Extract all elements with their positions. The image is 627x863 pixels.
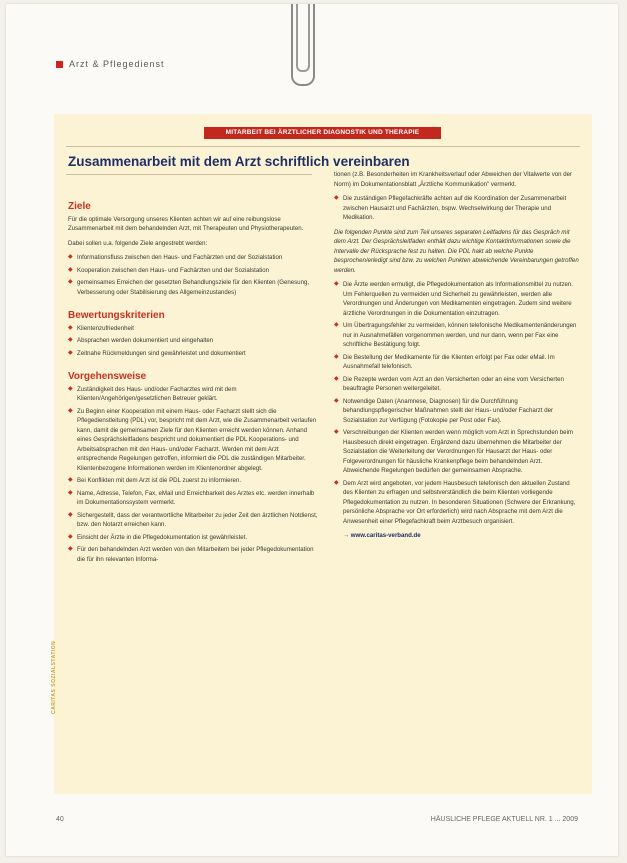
list-item: ◆ Informationsfluss zwischen den Haus- und Fachärzten und der Sozialstation — [68, 253, 320, 263]
right-list-a — [334, 194, 580, 223]
continued-text: tionen (z.B. Besonderheiten im Krankheitsverlauf oder Abweichen der Vitalwerte von der Norm) im Dokumentationsblatt „Ärztliche Kommunikation" vermerkt. — [334, 171, 573, 188]
article-title: Zusammenarbeit mit dem Arzt schriftlich vereinbaren — [68, 154, 410, 169]
list-item: ◆ Klientenzufriedenheit — [68, 324, 320, 334]
list-item: ◆ Die Ärzte werden ermutigt, die Pflegedokumentation als Informationsmittel zu nutzen. Um Fehlerquellen zu vermeiden und Sicherheit zu gewährleisten, werden alle Verordnungen und Änderungen von Medikamenten eingetragen. Zudem sind weitere ärztliche Verordnungen in die Dokumentation einzutragen. — [334, 280, 580, 318]
heading-bewertung: Bewertungskriterien — [68, 310, 165, 321]
list-item: ◆ Notwendige Daten (Anamnese, Diagnosen) für die Durchführung behandlungspflegerischer Maßnahmen stellt der Haus- und/oder Facharzt der Sozialstation zur Verfügung (Fotokopie per Post oder Fax). — [334, 397, 580, 426]
vorgehen-list — [68, 385, 320, 565]
list-item: ◆ Zu Beginn einer Kooperation mit einem Haus- oder Facharzt stellt sich die Pflegedienstleitung (PDL) vor, bespricht mit dem Arzt, wie die Zusammenarbeit verlaufen kann, damit die gemeinsamen Ziele für den Klienten erreicht werden können. Anhand eines Gesprächsleitfadens bespricht und dokumentiert die PDL Kooperations- und Arbeitsabsprachen mit den Haus- und/oder Facharzt. Werden mit dem Arzt entsprechende Regelungen getroffen, informiert die PDL die zuständigen Mitarbeiter. Klientenbezogene Informationen werden im Klientenordner abgelegt. — [68, 407, 320, 474]
list-item: ◆ Zeitnahe Rückmeldungen sind gewährleistet und dokumentiert — [68, 349, 320, 359]
heading-ziele: Ziele — [68, 201, 91, 212]
right-list-b — [334, 280, 580, 526]
list-item: ◆ Name, Adresse, Telefon, Fax, eMail und Erreichbarkeit des Arztes etc. werden innerhalb im Dokumentationssystem vermerkt. — [68, 489, 320, 508]
link-text: www.caritas-verband.de — [350, 532, 421, 539]
divider — [66, 174, 312, 175]
ziele-intro: Für die optimale Versorgung unseres Klienten achten wir auf eine reibungslose Zusammenarbeit mit dem behandelnden Arzt, mit Therapeuten und Physiotherapeuten. — [68, 215, 304, 232]
magazine-page — [6, 4, 618, 856]
divider — [66, 146, 580, 147]
right-column — [334, 170, 580, 541]
list-item: ◆ Einsicht der Ärzte in die Pflegedokumentation ist gewährleistet. — [68, 533, 320, 543]
left-column — [68, 196, 320, 569]
info-box — [51, 114, 592, 794]
list-item: ◆ Absprachen werden dokumentiert und eingehalten — [68, 336, 320, 346]
list-item: ◆ Kooperation zwischen den Haus- und Fachärzten und der Sozialstation — [68, 266, 320, 276]
section-label: Arzt & Pflegedienst — [69, 59, 165, 69]
ziele-list — [68, 253, 320, 297]
heading-vorgehen: Vorgehensweise — [68, 371, 147, 382]
guide-note: Die folgenden Punkte sind zum Teil unseres separaten Leitfadens für das Gespräch mit dem Arzt. Der Gesprächsleitfaden enthält dazu wichtige Kontaktinformationen sowie die Intervalle der Rücksprache fest zu halten. Die PDL hakt ab welche Punkte besprochen/erledigt sind bzw. zu welchen Punkten abweichende Vereinbarungen getroffen werden. — [334, 228, 579, 274]
paper-clip-inner — [296, 4, 310, 72]
list-item: ◆ gemeinsames Erreichen der gesetzten Behandlungsziele für den Klienten (Genesung, Verbesserung oder Stabilisierung des Allgemeinzustandes) — [68, 278, 320, 297]
arrow-right-icon: → — [343, 532, 351, 539]
page-number: 40 — [56, 816, 64, 823]
list-item: ◆ Die zuständigen Pflegefachkräfte achten auf die Koordination der Zusammenarbeit zwischen Hausarzt und Fachärzten, bspw. Wechselwirkung der Therapie und Medikation. — [334, 194, 580, 223]
list-item: ◆ Für den behandelnden Arzt werden von den Mitarbeitern bei jeder Pflegedokumentation die für ihn relevanten Informa- — [68, 545, 320, 564]
source-link[interactable] — [334, 531, 580, 541]
section-tag — [56, 59, 165, 69]
list-item: ◆ Die Rezepte werden vom Arzt an den Versicherten oder an eine vom Versicherten beauftragte Personen weitergeleitet. — [334, 375, 580, 394]
topic-banner: MITARBEIT BEI ÄRZTLICHER DIAGNOSTIK UND THERAPIE — [204, 127, 441, 139]
publication-info: HÄUSLICHE PFLEGE AKTUELL NR. 1 ... 2009 — [430, 816, 578, 823]
list-item: ◆ Um Übertragungsfehler zu vermeiden, können telefonische Medikamentenänderungen nur in Ausnahmefällen vorgenommen werden, und nur dann, wenn per Fax eine schriftliche Bestätigung folgt. — [334, 321, 580, 350]
list-item: ◆ Zuständigkeit des Haus- und/oder Facharztes wird mit dem Klienten/Angehörigen/gesetzlichen Betreuer geklärt. — [68, 385, 320, 404]
ziele-lead: Dabei sollen u.a. folgende Ziele angestrebt werden: — [68, 239, 208, 247]
side-label: CARITAS SOZIALSTATION — [51, 640, 57, 714]
list-item: ◆ Verschreibungen der Klienten werden wenn möglich vom Arzt in Sprechstunden beim Hausbesuch direkt eingetragen. Ergänzend dazu übernehmen die Mitarbeiter der Sozialstation die Weiterleitung der Verordnungen für Hausarzt der Haus- oder Folgeverordnungen für häusliche Krankenpflege beim behandelnden Arzt. Abweichende Regelungen bedürfen der gemeinsamen Absprache. — [334, 428, 580, 476]
list-item: ◆ Sichergestellt, dass der verantwortliche Mitarbeiter zu jeder Zeit den ärztlichen Notdienst, bzw. den Notarzt erreichen kann. — [68, 511, 320, 530]
list-item: ◆ Bei Konflikten mit dem Arzt ist die PDL zuerst zu informieren. — [68, 476, 320, 486]
list-item: ◆ Die Bestellung der Medikamente für die Klienten erfolgt per Fax oder eMail. Im Ausnahmefall telefonisch. — [334, 353, 580, 372]
bewertung-list — [68, 324, 320, 359]
list-item: ◆ Dem Arzt wird angeboten, vor jedem Hausbesuch telefonisch den aktuellen Zustand des Klienten zu erfragen und selbstverständlich die beim Klienten vorliegende Pflegedokumentation zu nutzen. In besonderen Situationen (Schwere der Erkrankung, persönliche Absprache vor Ort erforderlich) wird nach Absprache mit dem Arzt die Anwesenheit einer Pflegefachkraft beim Arztbesuch organisiert. — [334, 479, 580, 527]
section-marker-icon — [56, 61, 63, 68]
